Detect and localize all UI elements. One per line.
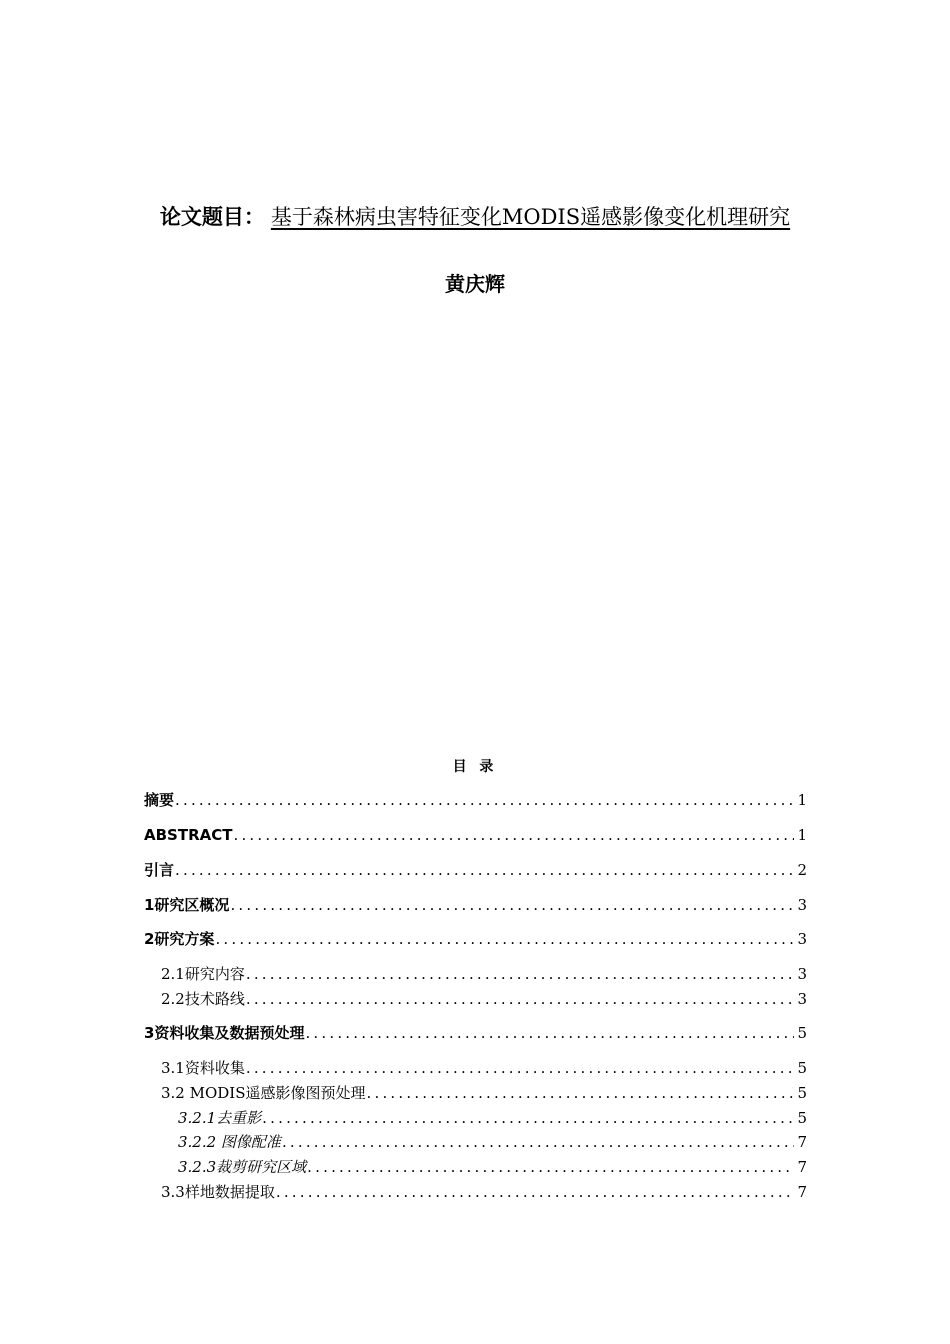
toc-leader-dots: [306, 1155, 794, 1179]
toc-entry-page: 3: [797, 930, 807, 948]
toc-entry-section-2-2[interactable]: [161, 987, 807, 1011]
toc-entry-label: 2.2技术路线: [161, 990, 245, 1008]
toc-entry-label: 3.1资料收集: [161, 1059, 245, 1077]
toc-leader-dots: [275, 1180, 795, 1204]
toc-leader-dots: [245, 962, 795, 986]
toc-entry-label: ABSTRACT: [144, 826, 233, 844]
toc-leader-dots: [245, 987, 795, 1011]
toc-entry-page: 3: [797, 896, 807, 914]
toc-entry-section-3-2-2[interactable]: [178, 1130, 807, 1154]
toc-entry-chapter-3[interactable]: [144, 1021, 807, 1045]
toc-entry-label: 3资料收集及数据预处理: [144, 1024, 305, 1042]
toc-entry-label: 1研究区概况: [144, 896, 230, 914]
toc-entry-page: 5: [797, 1059, 807, 1077]
toc-entry-label: 2研究方案: [144, 930, 215, 948]
toc-entry-page: 5: [797, 1084, 807, 1102]
toc-entry-chapter-1[interactable]: [144, 893, 807, 917]
toc-leader-dots: [174, 788, 794, 812]
toc-heading: 目 录: [452, 759, 498, 775]
toc-entry-page: 7: [797, 1133, 807, 1151]
toc-entry-label: 3.2.2 图像配准: [178, 1133, 281, 1151]
toc-entry-page: 7: [797, 1183, 807, 1201]
toc-entry-label: 3.2.3裁剪研究区域: [178, 1158, 307, 1176]
thesis-title-line: [0, 200, 950, 234]
toc-entry-page: 5: [797, 1024, 807, 1042]
toc-entry-label: 3.2.1去重影: [178, 1109, 262, 1127]
toc-entry-label: 3.2 MODIS遥感影像图预处理: [161, 1084, 366, 1102]
toc-leader-dots: [366, 1081, 795, 1105]
toc-entry-section-3-2[interactable]: [161, 1081, 807, 1105]
author-name: 黄庆辉: [445, 272, 505, 296]
toc-entry-introduction[interactable]: [144, 858, 807, 882]
toc-entry-page: 7: [797, 1158, 807, 1176]
toc-entry-section-3-2-1[interactable]: [178, 1106, 807, 1130]
toc-entry-section-3-3[interactable]: [161, 1180, 807, 1204]
toc-entry-page: 2: [797, 861, 807, 879]
toc-entry-label: 摘要: [144, 791, 175, 809]
toc-leader-dots: [232, 823, 794, 847]
toc-entry-label: 3.3样地数据提取: [161, 1183, 275, 1201]
toc-entry-section-3-2-3[interactable]: [178, 1155, 807, 1179]
toc-entry-page: 3: [797, 965, 807, 983]
toc-entry-abstract-cn[interactable]: [144, 788, 807, 812]
toc-entry-page: 5: [797, 1109, 807, 1127]
thesis-title-label: 论文题目：: [159, 205, 265, 229]
toc-leader-dots: [214, 927, 794, 951]
toc-leader-dots: [261, 1106, 794, 1130]
toc-leader-dots: [245, 1056, 795, 1080]
toc-entry-chapter-2[interactable]: [144, 927, 807, 951]
thesis-title: 基于森林病虫害特征变化MODIS遥感影像变化机理研究: [270, 205, 791, 229]
toc-leader-dots: [281, 1130, 795, 1154]
toc-entry-page: 1: [797, 826, 807, 844]
toc-leader-dots: [229, 893, 794, 917]
toc-entry-label: 2.1研究内容: [161, 965, 245, 983]
toc-entry-abstract-en[interactable]: [144, 823, 807, 847]
toc-leader-dots: [174, 858, 794, 882]
toc-entry-section-2-1[interactable]: [161, 962, 807, 986]
toc-entry-label: 引言: [144, 861, 175, 879]
toc-entry-page: 3: [797, 990, 807, 1008]
toc-leader-dots: [304, 1021, 794, 1045]
toc-entry-page: 1: [797, 791, 807, 809]
toc-entry-section-3-1[interactable]: [161, 1056, 807, 1080]
